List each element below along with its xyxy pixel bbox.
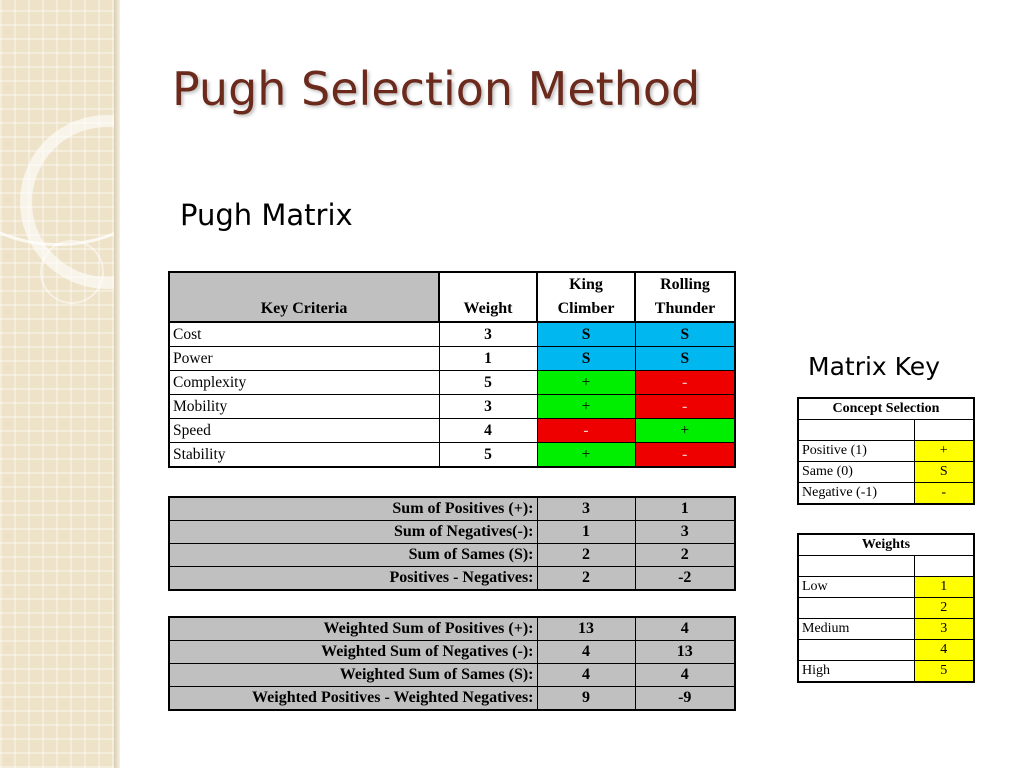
rolling-thunder-value: -9	[635, 687, 735, 711]
king-climber-value: 1	[537, 521, 635, 544]
key-label: Positive (1)	[798, 441, 914, 462]
rolling-thunder-rating: -	[635, 371, 735, 395]
weight-cell: 1	[439, 347, 537, 371]
king-climber-rating: +	[537, 371, 635, 395]
pugh-matrix-table	[168, 271, 736, 468]
table-row	[798, 462, 974, 483]
sidebar-edge	[114, 0, 120, 768]
table-row	[169, 521, 735, 544]
concept-selection-key	[797, 397, 975, 505]
rolling-thunder-value: 3	[635, 521, 735, 544]
criterion-cell: Power	[169, 347, 439, 371]
king-climber-value: 9	[537, 687, 635, 711]
header-rolling-thunder: Rolling Thunder	[635, 272, 735, 322]
rolling-thunder-value: 4	[635, 664, 735, 687]
king-climber-rating: +	[537, 443, 635, 468]
weight-value: 3	[914, 619, 974, 640]
rolling-thunder-value: 4	[635, 617, 735, 641]
table-row	[169, 567, 735, 591]
blank-cell	[798, 420, 914, 441]
table-row	[169, 395, 735, 419]
key-label: Negative (-1)	[798, 483, 914, 505]
criterion-cell: Cost	[169, 322, 439, 347]
king-climber-value: 2	[537, 544, 635, 567]
weights-key-title: Weights	[798, 534, 974, 556]
king-climber-rating: S	[537, 347, 635, 371]
blank-cell	[914, 420, 974, 441]
king-climber-value: 4	[537, 664, 635, 687]
sum-label: Sum of Negatives(-):	[169, 521, 537, 544]
weighted-sums-table	[168, 616, 736, 711]
weight-level-label: Low	[798, 577, 914, 598]
matrix-key-title: Matrix Key	[808, 352, 940, 381]
key-symbol: -	[914, 483, 974, 505]
weight-level-label: Medium	[798, 619, 914, 640]
header-weight: Weight	[439, 272, 537, 322]
key-symbol: S	[914, 462, 974, 483]
sum-label: Weighted Sum of Negatives (-):	[169, 641, 537, 664]
blank-cell	[798, 556, 914, 577]
weight-value: 1	[914, 577, 974, 598]
king-climber-rating: S	[537, 322, 635, 347]
table-row	[169, 641, 735, 664]
table-row	[798, 577, 974, 598]
key-symbol: +	[914, 441, 974, 462]
rolling-thunder-value: 1	[635, 497, 735, 521]
table-row	[798, 441, 974, 462]
slide-title: Pugh Selection Method	[172, 62, 701, 116]
table-row	[169, 664, 735, 687]
key-label: Same (0)	[798, 462, 914, 483]
table-row	[169, 371, 735, 395]
table-row	[798, 640, 974, 661]
table-row	[169, 687, 735, 711]
table-row	[169, 322, 735, 347]
weight-value: 2	[914, 598, 974, 619]
table-row	[169, 617, 735, 641]
table-row	[169, 419, 735, 443]
header-king-climber: King Climber	[537, 272, 635, 322]
table-row	[169, 544, 735, 567]
weight-cell: 5	[439, 443, 537, 468]
weight-value: 4	[914, 640, 974, 661]
sum-label: Weighted Sum of Sames (S):	[169, 664, 537, 687]
weight-level-label: High	[798, 661, 914, 683]
slide-subtitle: Pugh Matrix	[180, 198, 353, 232]
rolling-thunder-value: 13	[635, 641, 735, 664]
king-climber-rating: -	[537, 419, 635, 443]
table-row	[798, 619, 974, 640]
weights-key	[797, 533, 975, 683]
table-row	[169, 443, 735, 468]
sum-label: Positives - Negatives:	[169, 567, 537, 591]
criterion-cell: Complexity	[169, 371, 439, 395]
king-climber-value: 4	[537, 641, 635, 664]
king-climber-rating: +	[537, 395, 635, 419]
king-climber-value: 2	[537, 567, 635, 591]
blank-cell	[914, 556, 974, 577]
sums-table	[168, 496, 736, 591]
rolling-thunder-rating: S	[635, 322, 735, 347]
rolling-thunder-value: -2	[635, 567, 735, 591]
decorative-ring	[40, 240, 104, 304]
sum-label: Weighted Sum of Positives (+):	[169, 617, 537, 641]
rolling-thunder-value: 2	[635, 544, 735, 567]
weight-value: 5	[914, 661, 974, 683]
rolling-thunder-rating: -	[635, 395, 735, 419]
table-row	[169, 347, 735, 371]
rolling-thunder-rating: +	[635, 419, 735, 443]
criterion-cell: Stability	[169, 443, 439, 468]
king-climber-value: 3	[537, 497, 635, 521]
weight-cell: 3	[439, 395, 537, 419]
table-row	[169, 497, 735, 521]
king-climber-value: 13	[537, 617, 635, 641]
rolling-thunder-rating: -	[635, 443, 735, 468]
weight-level-label	[798, 598, 914, 619]
criterion-cell: Mobility	[169, 395, 439, 419]
table-row	[798, 661, 974, 683]
weight-cell: 3	[439, 322, 537, 347]
criterion-cell: Speed	[169, 419, 439, 443]
matrix-body	[169, 322, 735, 467]
weight-cell: 4	[439, 419, 537, 443]
weight-level-label	[798, 640, 914, 661]
concept-key-title: Concept Selection	[798, 398, 974, 420]
sum-label: Sum of Sames (S):	[169, 544, 537, 567]
decorative-sidebar	[0, 0, 114, 768]
table-row	[798, 483, 974, 505]
weight-cell: 5	[439, 371, 537, 395]
header-key-criteria: Key Criteria	[169, 272, 439, 322]
rolling-thunder-rating: S	[635, 347, 735, 371]
table-row	[798, 598, 974, 619]
sum-label: Weighted Positives - Weighted Negatives:	[169, 687, 537, 711]
sum-label: Sum of Positives (+):	[169, 497, 537, 521]
